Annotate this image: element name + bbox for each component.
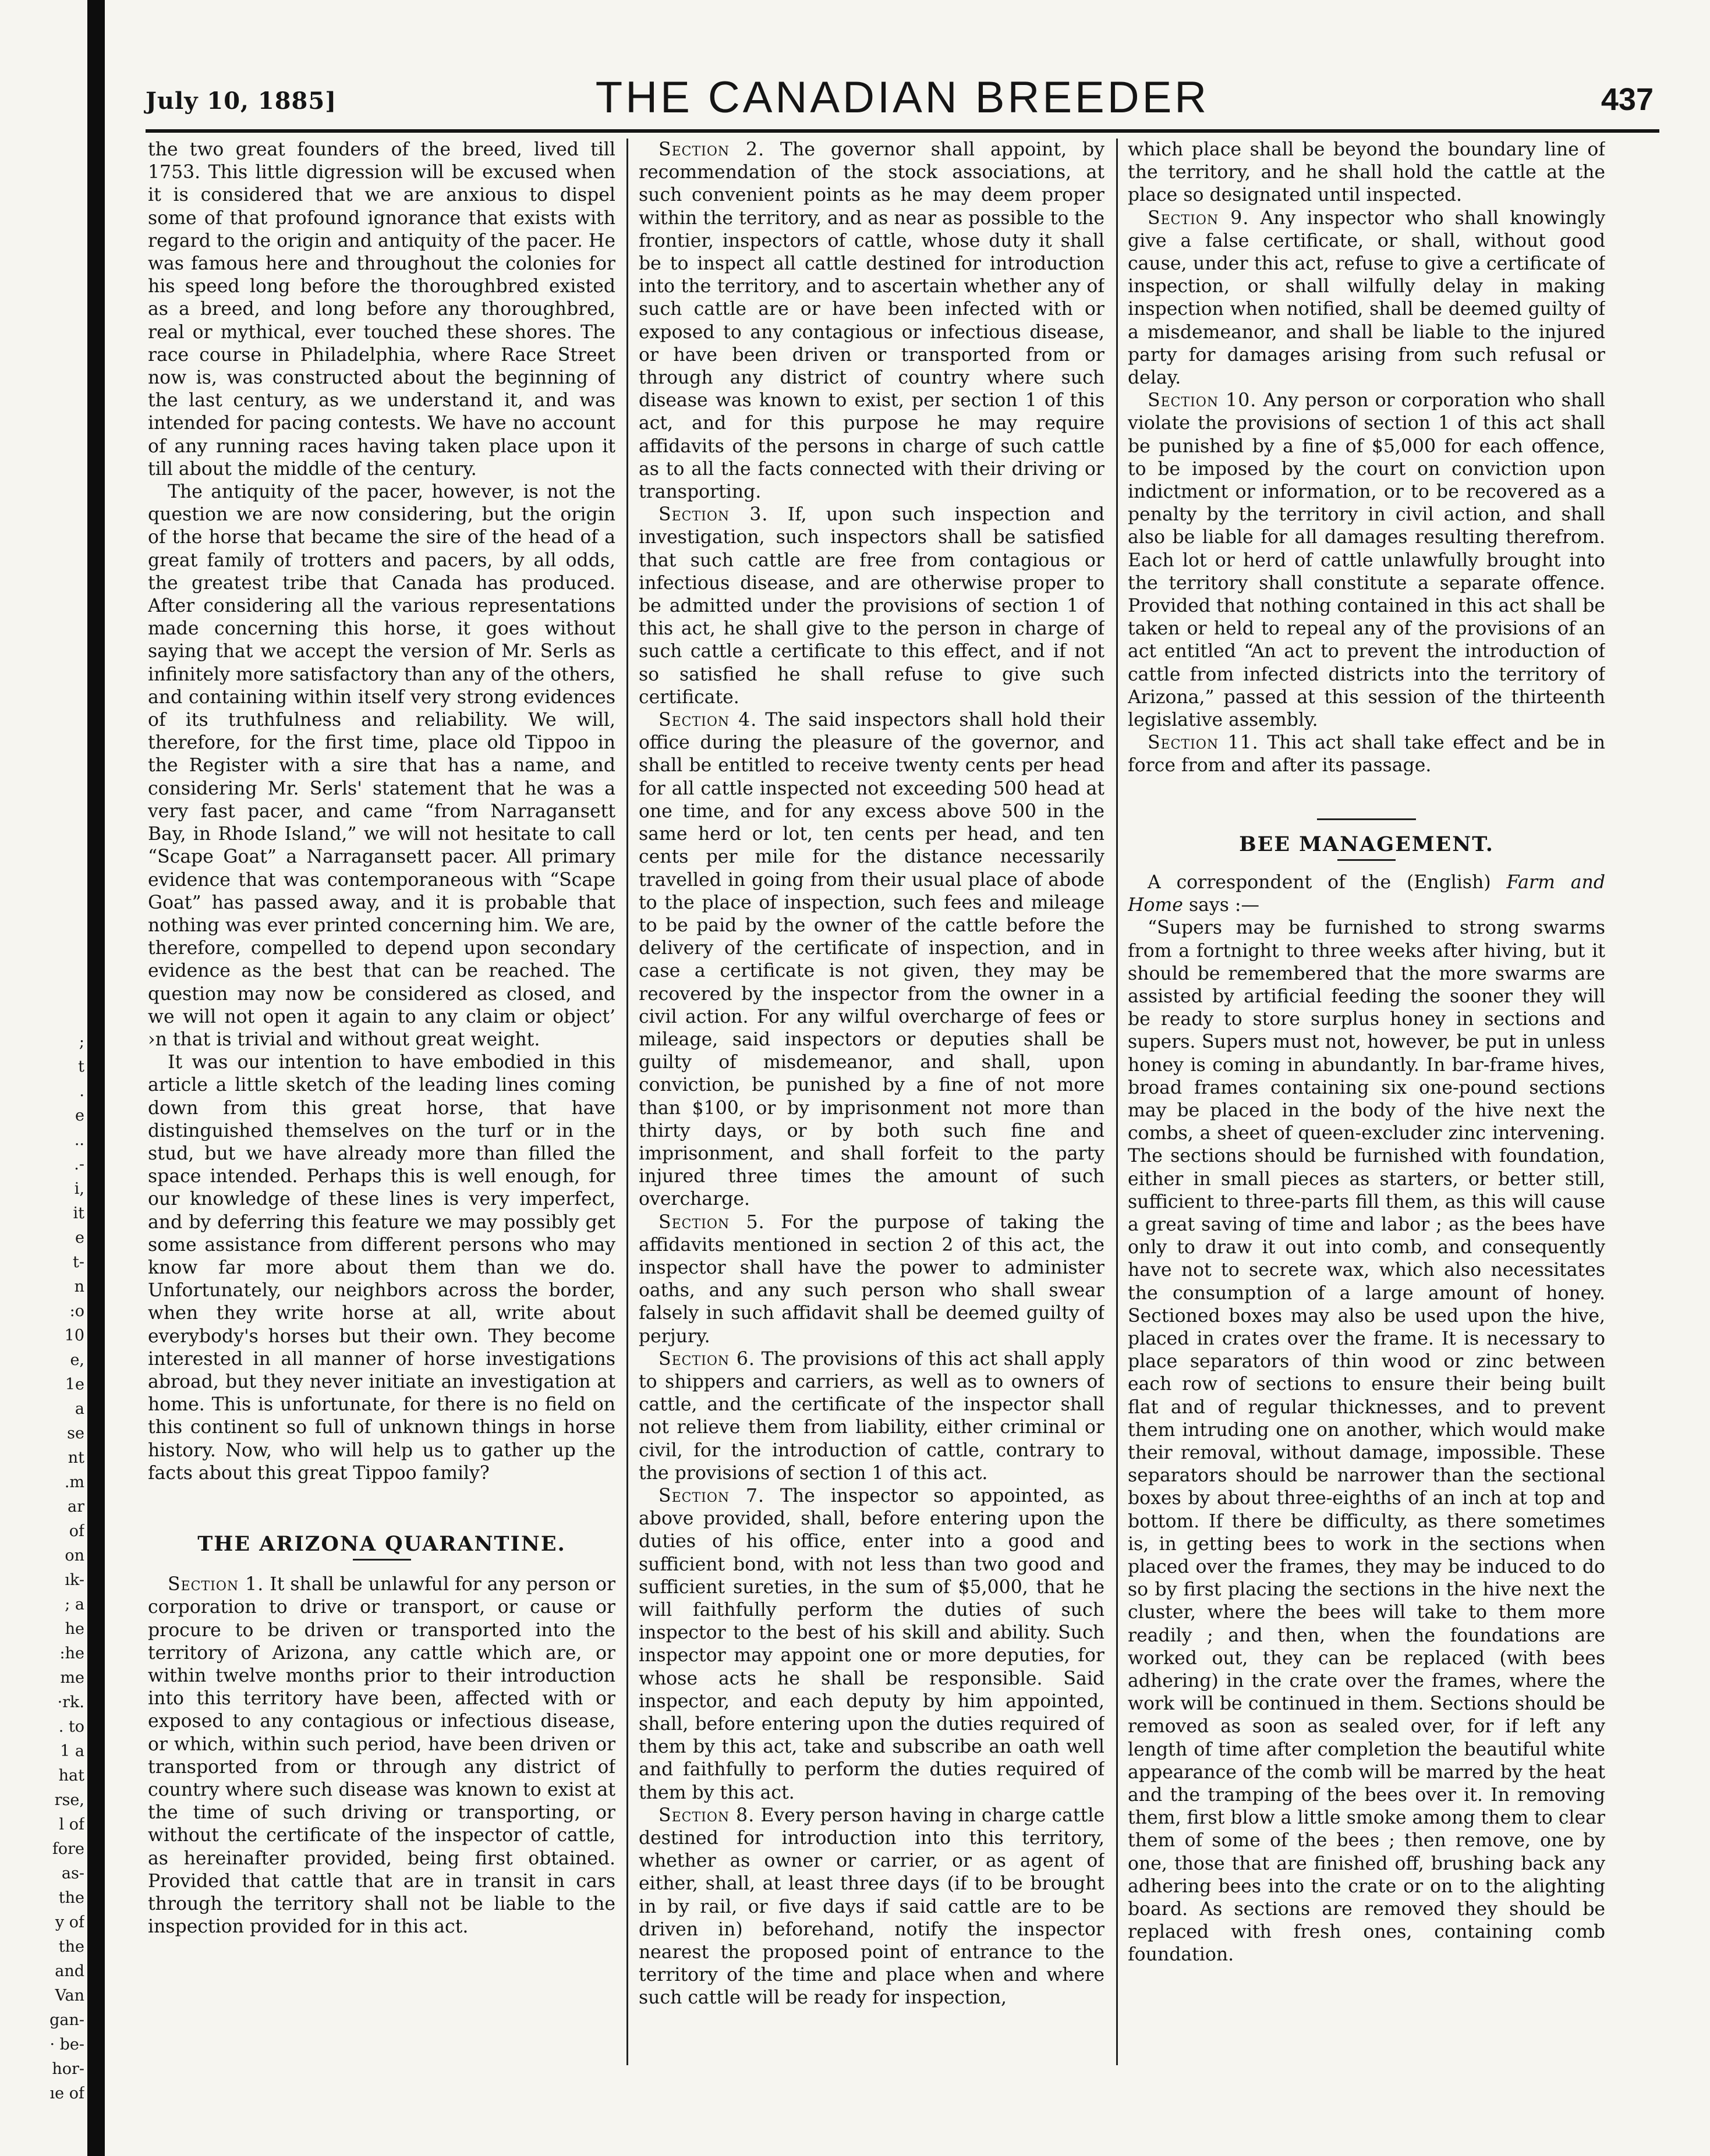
margin-spill-fragment: .. xyxy=(74,1131,84,1149)
article-paragraph: It was our intention to have embodied in this article a little sketch of the leading lines coming down from this great horse, that have distinguished themselves on the turf or in the stud, but we have already more than filled the space intended. Perhaps this is well enough, for our knowledge of these lines is very imperfect, and by deferring this feature we may possibly get some assistance from different persons who may know far more about them than we do. Unfortunately, our neighbors across the border, when they write horse at all, write about everybody's horses but their own. They become interested in all manner of horse investigations abroad, but they never initiate an investigation at home. This is unfortunate, for there is no field on this continent so full of unknown things in horse history. Now, who will help us to gather up the facts about this great Tippoo family? xyxy=(148,1052,615,1484)
article-quote: “Supers may be furnished to strong swarms from a fortnight to three weeks after hiving, but it should be remembered that the more swarms are assisted by artificial feeding the sooner they will be ready to store surplus honey in sections and supers. Supers must not, however, be put in unless honey is coming in abundantly. In bar-frame hives, broad frames containing six one-pound sections may be placed in the body of the hive next the combs, a sheet of queen-excluder zinc intervening. The sections should be furnished with foundation, either in small pieces as starters, or better still, sufficient to three-parts fill them, as this will cause a great saving of time and labor ; as the bees have only to draw it out into comb, and consequently have not to secrete wax, which also necessitates the consumption of a large amount of honey. Sectioned boxes may also be used upon the hive, placed in crates over the frame. It is necessary to place separators of thin wood or zinc between each row of sections to ensure their being built flat and of regular thicknesses, and to prevent them intruding one on another, which would make their removal, without damage, impossible. These separators should be narrower than the sectional boxes by about three-eighths of an inch at top and bottom. If there be difficulty, as there sometimes is, in getting bees to work in the sections when placed over the frames, they may be induced to do so by first placing the sections in the hive next the cluster, where the bees will take to them more readily ; and then, when the foundations are worked out, they can be replaced (with bees adhering) in the crate over the frames, where the work will be continued in them. Sections should be removed as soon as sealed over, for if left any length of time after completion the beautiful white appearance of the comb will be marred by the heat and the tramping of the bees over it. In removing them, first blow a little smoke among them to clear them of some of the bees ; then remove, one by one, those that are finished off, brushing back any adhering bees into the crate or on to the alighting board. As sections are removed they should be replaced with fresh ones, containing comb foundation. xyxy=(1128,917,1605,1966)
margin-spill-fragment: t xyxy=(78,1058,84,1076)
section-label: Section 3. xyxy=(658,504,769,526)
section-label: Section 11. xyxy=(1148,732,1259,754)
margin-spill-fragment: a xyxy=(75,1400,84,1418)
section-text: For the purpose of taking the affidavits mentioned in section 2 of this act, the inspector shall have the power to administer oaths, and any such person who shall swear falsely in such affidavit shall be deemed guilty of perjury. xyxy=(639,1211,1104,1347)
margin-spill-fragment: ; xyxy=(79,1033,84,1051)
article-paragraph: The antiquity of the pacer, however, is not the question we are now considering, but the origin of the horse that became the sire of the head of a great family of trotters and pacers, by all odds, the greatest tribe that Canada has produced. After considering all the various representations made concerning this horse, it goes without saying that we accept the version of Mr. Serls as infinitely more satisfactory than any of the others, and containing within itself very strong evidences of its truthfulness and reliability. We will, therefore, for the first time, place old Tippoo in the Register with a sire that has a name, and considering Mr. Serls' statement that he was a very fast pacer, and came “from Narragansett Bay, in Rhode Island,” we will not hesitate to call “Scape Goat” a Narragansett pacer. All primary evidence that was contemporaneous with “Scape Goat” has passed away, and it is probable that nothing was ever printed concerning him. We are, therefore, compelled to depend upon secondary evidence as the best that can be reached. The question may now be considered as closed, and we will not open it again to any claim or object’ ›n that is trivial and without great weight. xyxy=(148,481,615,1050)
section-text: Every person having in charge cattle destined for introduction into this territory, whether as owner or carrier, or as agent of either, shall, at least three days (if to be brought in by rail, or five days if said cattle are to be driven in) beforehand, notify the inspector nearest the proposed point of entrance to the territory of the time and place when and where such cattle will be ready for inspection, xyxy=(639,1804,1104,2009)
margin-spill-fragment: 1 a xyxy=(60,1742,84,1760)
margin-spill-fragment: e xyxy=(75,1229,84,1247)
section-text: Any person or corporation who shall violate the provisions of section 1 of this act shall be punished by a fine of $5,000 for each offence, to be imposed by the court on conviction upon indictment or information, or to be recovered as a penalty by the territory in civil action, and shall also be liable for all damages resulting therefrom. Each lot or herd of cattle unlawfully brought into the territory shall constitute a separate offence. Provided that nothing contained in this act shall be taken or held to repeal any of the provisions of an act entitled “An act to prevent the introduction of cattle from infected districts into the territory of Arizona,” passed at this session of the thirteenth legislative assembly. xyxy=(1128,390,1605,731)
intro-text: A correspondent of the (English) xyxy=(1148,871,1491,893)
column-divider xyxy=(1116,139,1118,2065)
column-1 xyxy=(148,139,615,2065)
margin-spill-fragment: :he xyxy=(59,1644,84,1662)
margin-spill-fragment: e xyxy=(75,1107,84,1125)
act-section xyxy=(639,1485,1104,1804)
margin-spill-fragment: ar xyxy=(67,1498,84,1516)
page-number: 437 xyxy=(1601,82,1654,117)
act-section xyxy=(1128,207,1605,390)
section-separator-rule xyxy=(1317,818,1416,820)
section-label: Section 9. xyxy=(1148,207,1249,229)
margin-spill-fragment: ; a xyxy=(65,1595,84,1614)
act-section xyxy=(639,709,1104,1211)
margin-spill-fragment: he xyxy=(65,1620,84,1638)
source-publication: Farm and Home xyxy=(1128,871,1605,916)
section-text: This act shall take effect and be in force from and after its passage. xyxy=(1128,732,1605,776)
margin-spill-fragment: Van xyxy=(55,1987,84,2005)
margin-spill-fragment: :o xyxy=(69,1302,84,1320)
section-label: Section 6. xyxy=(658,1348,755,1370)
section-heading: THE ARIZONA QUARANTINE. xyxy=(197,1531,566,1556)
margin-spill-fragment: e, xyxy=(70,1351,84,1369)
intro-text: says :— xyxy=(1188,895,1260,916)
margin-spill-fragment: . xyxy=(79,1082,84,1100)
margin-spill-fragment: gan- xyxy=(49,2011,84,2029)
margin-spill-fragment: the xyxy=(58,1889,84,1907)
margin-spill-fragment: and xyxy=(55,1962,84,1980)
act-section xyxy=(639,1348,1104,1485)
margin-spill-fragment: hor- xyxy=(52,2060,84,2078)
margin-spill-fragment: as- xyxy=(61,1864,84,1882)
page-header xyxy=(146,69,1659,127)
margin-spill-fragment: . to xyxy=(58,1718,84,1736)
section-text: Any inspector who shall knowingly give a false certificate, or shall, without good cause, under this act, refuse to give a certificate of inspection, or shall wilfully delay in making inspection when notified, shall be deemed guilty of a misdemeanor, and shall be liable to the injured party for damages arising from such refusal or delay. xyxy=(1128,207,1605,389)
section-label: Section 4. xyxy=(658,710,757,731)
section-text: The provisions of this act shall apply to shippers and carriers, as well as to owners of cattle, and the certificate of the inspector shall not relieve them from liability, either criminal or civil, for the introduction of cattle, contrary to the provisions of section 1 of this act. xyxy=(639,1348,1104,1484)
act-section xyxy=(639,1804,1104,2010)
section-label: Section 2. xyxy=(658,139,765,160)
section-label: Section 7. xyxy=(658,1485,765,1506)
act-section xyxy=(1128,389,1605,732)
issue-date: July 10, 1885] xyxy=(146,87,337,115)
margin-spill-fragment: 10 xyxy=(64,1327,84,1345)
margin-spill-text xyxy=(0,1030,84,2106)
margin-spill-fragment: the xyxy=(58,1938,84,1956)
margin-spill-fragment: n xyxy=(74,1278,84,1296)
article-intro xyxy=(1128,871,1605,917)
section-label: Section 10. xyxy=(1148,390,1257,412)
act-section xyxy=(1128,732,1605,777)
margin-spill-fragment: t- xyxy=(73,1253,84,1271)
act-section xyxy=(148,1573,615,1938)
margin-spill-fragment: nt xyxy=(68,1449,84,1467)
section-text: If, upon such inspection and investigation, such inspectors shall be satisfied that such cattle are free from contagious or infectious disease, and are otherwise proper to be admitted under the provisions of section 1 of this act, he shall give to the person in charge of such cattle a certificate to this effect, and if not so satisfied he shall refuse to give such certificate. xyxy=(639,504,1104,708)
margin-spill-fragment: of xyxy=(69,1522,84,1540)
act-section xyxy=(639,139,1104,503)
section-text: The inspector so appointed, as above provided, shall, before entering upon the duties of his office, enter into a good and sufficient bond, with not less than two good and sufficient sureties, in the sum of $5,000, that he will faithfully perform the duties of such inspector to the best of his skill and ability. Such inspector may appoint one or more deputies, for whose acts he shall be responsible. Said inspector, and each deputy by him appointed, shall, before entering upon the duties required of them by this act, take and subscribe an oath well and faithfully to perform the duties required of them by this act. xyxy=(639,1485,1104,1803)
margin-spill-fragment: i, xyxy=(74,1180,84,1198)
margin-spill-fragment: ık- xyxy=(65,1571,84,1589)
margin-spill-fragment: hat xyxy=(58,1767,84,1785)
binding-shadow xyxy=(87,0,105,2156)
column-divider xyxy=(626,139,628,2065)
act-section xyxy=(639,1211,1104,1348)
margin-spill-fragment: ıe of xyxy=(49,2084,84,2102)
section-heading: BEE MANAGEMENT. xyxy=(1239,832,1494,856)
margin-spill-fragment: me xyxy=(60,1669,84,1687)
margin-spill-fragment: it xyxy=(73,1204,84,1222)
masthead-title: THE CANADIAN BREEDER xyxy=(595,73,1210,122)
margin-spill-fragment: y of xyxy=(55,1913,84,1931)
margin-spill-fragment: l of xyxy=(59,1815,84,1834)
section-label: Section 1. xyxy=(168,1574,264,1595)
article-paragraph: the two great founders of the breed, lived till 1753. This little digression will be excused when it is considered that we are anxious to dispel some of that profound ignorance that exists with regard to the origin and antiquity of the pacer. He was famous here and throughout the colonies for his speed long before the thoroughbred existed as a breed, and long before any thoroughbred, real or mythical, ever touched these shores. The race course in Philadelphia, where Race Street now is, was constructed about the beginning of the last century, as we understand it, and was intended for pacing contests. We have no account of any running races having taken place upon it till about the middle of the century. xyxy=(148,139,615,480)
article-paragraph: which place shall be beyond the boundary line of the territory, and he shall hold the cattle at the place so designated until inspected. xyxy=(1128,139,1605,206)
column-3 xyxy=(1128,139,1605,2065)
section-text: It shall be unlawful for any person or corporation to drive or transport, or cause or procure to be driven or transported into the territory of Arizona, any cattle which are, or within twelve months prior to their introduction into this territory have been, affected with or exposed to any contagious or infectious disease, or which, within such period, have been driven or transported from or through any district of country where such disease was known to exist at the time of such driving or transporting, or without the certificate of the inspector of cattle, as hereinafter provided, being first obtained. Provided that cattle that are in transit in cars through the territory shall not be liable to the inspection provided for in this act. xyxy=(148,1574,615,1938)
margin-spill-fragment: .m xyxy=(64,1473,84,1491)
section-text: The said inspectors shall hold their office during the pleasure of the governor, and shall be entitled to receive twenty cents per head for all cattle inspected not exceeding 500 head at one time, and for any excess above 500 in the same herd or lot, ten cents per head, and ten cents per mile for the distance necessarily travelled in going from their usual place of abode to the place of inspection, such fees and mileage to be paid by the owner of the cattle before the delivery of the certificate of inspection, and in case a certificate is not given, they may be recovered by the inspector from the owner in a civil action. For any wilful overcharge of fees or mileage, said inspectors or deputies shall be guilty of misdemeanor, and shall, upon conviction, be punished by a fine of not more than $100, or by imprisonment not more than thirty days, or by both such fine and imprisonment, and shall forfeit to the party injured three times the amount of such overcharge. xyxy=(639,710,1104,1210)
header-rule xyxy=(146,129,1659,133)
margin-spill-fragment: rse, xyxy=(54,1791,84,1809)
section-label: Section 5. xyxy=(658,1211,765,1233)
column-2 xyxy=(639,139,1104,2065)
margin-spill-fragment: fore xyxy=(52,1840,84,1858)
margin-spill-fragment: .- xyxy=(74,1155,84,1173)
margin-spill-fragment: · be- xyxy=(49,2036,84,2054)
act-section xyxy=(639,503,1104,709)
adjacent-page-margin xyxy=(0,0,87,2156)
margin-spill-fragment: se xyxy=(67,1424,84,1442)
margin-spill-fragment: 1e xyxy=(65,1375,84,1393)
margin-spill-fragment: ·rk. xyxy=(57,1693,84,1711)
section-text: The governor shall appoint, by recommendation of the stock associations, at such convenient points as he may deem proper within the territory, and as near as possible to the frontier, inspectors of cattle, whose duty it shall be to inspect all cattle destined for introduction into the territory, and to ascertain whether any of such cattle are or have been infected with or exposed to any contagious or infectious disease, or have been driven or transported from or through any district of country where such disease was known to exist, per section 1 of this act, and for this purpose he may require affidavits of the persons in charge of such cattle as to all the facts connected with their driving or transporting. xyxy=(639,139,1104,503)
margin-spill-fragment: on xyxy=(65,1547,84,1565)
section-label: Section 8. xyxy=(658,1804,755,1826)
